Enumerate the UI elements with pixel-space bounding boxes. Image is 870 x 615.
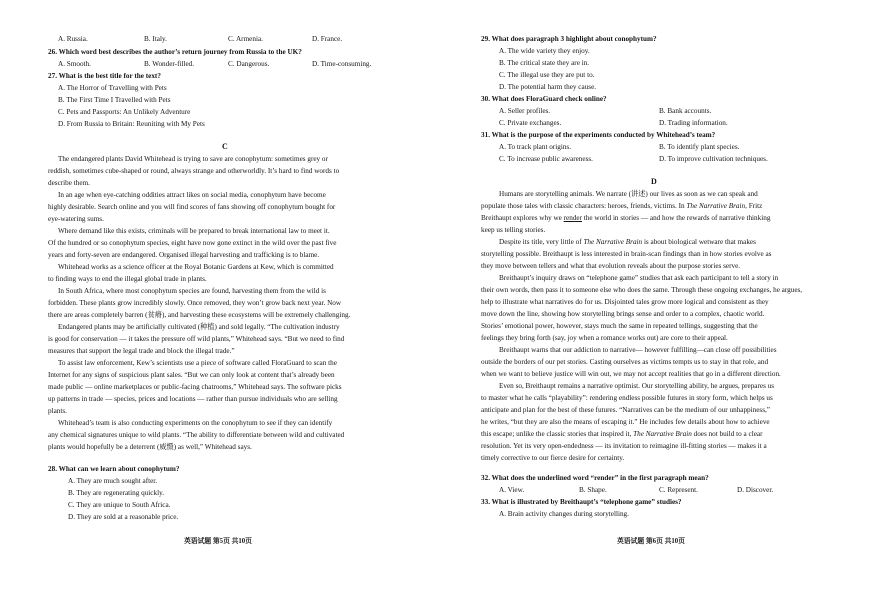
q29-option-b[interactable]: B. The critical state they are in. <box>499 59 590 67</box>
passage-c-line: describe them. <box>48 179 90 187</box>
q28-option-c[interactable]: C. They are unique to South Africa. <box>68 501 171 509</box>
passage-c-line: Endangered plants may be artificially cultivated (种植) and sold legally. “The cultivation industry <box>58 323 340 331</box>
passage-c-line: up patterns in trade — species, prices and locations — rather than pursue individuals who are selling <box>48 395 338 403</box>
q25-option-d[interactable]: D. France. <box>312 35 343 43</box>
q25-option-a[interactable]: A. Russia. <box>58 35 88 43</box>
passage-d-line: Breithaupt’s inquiry draws on “telephone game” studies that ask each participant to tell a story in <box>499 274 779 282</box>
q29-option-a[interactable]: A. The wide variety they enjoy. <box>499 47 590 55</box>
passage-c-line: reddish, sometimes cube-shaped or round, always strange and otherworldly. It’s hard to find words to <box>48 167 340 175</box>
page-footer: 英语试题 第5页 共10页 <box>184 538 252 545</box>
q26-option-b[interactable]: B. Wonder-filled. <box>144 60 195 68</box>
passage-c-line: any chemical signatures unique to wild plants. “The ability to differentiate between wild and cultivated <box>48 431 345 439</box>
passage-d-line: Breithaupt warns that our addiction to narrative— however fulfilling—can close off possibilities <box>499 346 777 354</box>
passage-d-text: the world in stories — and how the rewards of narrative thinking <box>582 214 771 222</box>
book-title: The Narrative Brain <box>633 430 692 438</box>
passage-d-text: , Fritz <box>745 202 763 210</box>
q32-option-a[interactable]: A. View. <box>499 486 525 494</box>
passage-c-line: In an age when eye-catching oddities attract likes on social media, conophytum have become <box>58 191 326 199</box>
q30-options-row-1 <box>481 107 827 116</box>
passage-d-line: Even so, Breithaupt remains a narrative optimist. Our storytelling ability, he argues, prepares us <box>499 382 775 390</box>
passage-d-text: populate those tales with classic characters: heroes, friends, victims. In <box>481 202 687 210</box>
passage-d-line: their own words, then pass it to someone else who does the same. Through these ongoing exchanges, he argues, <box>481 286 803 294</box>
q30-option-c[interactable]: C. Private exchanges. <box>499 119 562 127</box>
passage-c-line: years and forty-seven are endangered. Organised illegal harvesting and trafficking is to blame. <box>48 251 320 259</box>
section-d-heading: D <box>651 177 657 186</box>
q31-stem: 31. What is the purpose of the experiments conducted by Whitehead’s team? <box>481 131 716 139</box>
passage-d-text: Breithaupt explores why we <box>481 214 564 222</box>
passage-d-line: resolution. Yet its very open-endedness — its invitation to reimagine ill-fitting stories — makes it a <box>481 442 767 450</box>
q28-option-d[interactable]: D. They are sold at a reasonable price. <box>68 513 179 521</box>
q32-stem: 32. What does the underlined word “render” in the first paragraph mean? <box>481 474 709 482</box>
passage-c-line: Of the hundred or so conophytum species, eight have now gone extinct in the wild over the past five <box>48 239 337 247</box>
q33-option-a[interactable]: A. Brain activity changes during storytelling. <box>499 510 629 518</box>
q30-option-b[interactable]: B. Bank accounts. <box>659 107 712 115</box>
page-footer: 英语试题 第6页 共10页 <box>617 538 685 545</box>
left-page <box>48 0 404 615</box>
q27-option-d[interactable]: D. From Russia to Britain: Reuniting with My Pets <box>58 120 205 128</box>
passage-d-line: move down the line, showing how storytelling brings sense and order to a complex, chaotic world. <box>481 310 765 318</box>
passage-d-line <box>481 202 762 211</box>
q31-option-c[interactable]: C. To increase public awareness. <box>499 155 593 163</box>
q26-options <box>48 60 404 69</box>
q28-option-b[interactable]: B. They are regenerating quickly. <box>68 489 164 497</box>
q27-option-c[interactable]: C. Pets and Passports: An Unlikely Adventure <box>58 108 191 116</box>
q29-option-d[interactable]: D. The potential harm they cause. <box>499 83 597 91</box>
passage-d-line: they move between tellers and what that evolution reveals about the purpose stories serve. <box>481 262 741 270</box>
right-page <box>481 0 827 615</box>
passage-d-text: is about biological wetware that makes <box>642 238 756 246</box>
passage-c-line: Where demand like this exists, criminals will be prepared to break international law to meet it. <box>58 227 330 235</box>
q25-option-b[interactable]: B. Italy. <box>144 35 167 43</box>
passage-d-line: to master what he calls “playability”: rendering endless possible futures in story form, which helps us <box>481 394 773 402</box>
passage-d-text: Despite its title, very little of <box>499 238 584 246</box>
passage-c-line: plants would hopefully be a deterrent (威慑) as well,” Whitehead says. <box>48 443 252 451</box>
passage-d-line: anticipate and plan for the best of these futures. “Narratives can be the medium of our unhappiness,” <box>481 406 770 414</box>
book-title: The Narrative Brain <box>583 238 643 246</box>
q30-option-a[interactable]: A. Seller profiles. <box>499 107 551 115</box>
q28-stem: 28. What can we learn about conophytum? <box>48 465 180 473</box>
passage-c-line: forbidden. These plants grow incredibly slowly. Once removed, they won’t grow back next year. Now <box>48 299 342 307</box>
q30-options-row-2 <box>481 119 827 128</box>
passage-d-line: feelings they bring forth (say, joy when a romance works out) are core to their appeal. <box>481 334 728 342</box>
q29-stem: 29. What does paragraph 3 highlight about conophytum? <box>481 35 657 43</box>
passage-d-line: storytelling possible. Breithaupt is less interested in brain-scan findings than in how stories evolve as <box>481 250 772 258</box>
q27-option-a[interactable]: A. The Horror of Travelling with Pets <box>58 84 167 92</box>
q25-options <box>48 35 404 44</box>
q28-option-a[interactable]: A. They are much sought after. <box>68 477 158 485</box>
underlined-word-render: render <box>563 214 582 222</box>
passage-d-text: does not build to a clear <box>691 430 763 438</box>
passage-d-line: he writes, “but they are also the means of escaping it.” He includes few details about how to achieve <box>481 418 770 426</box>
q32-option-d[interactable]: D. Discover. <box>737 486 774 494</box>
passage-c-line: To assist law enforcement, Kew’s scientists use a piece of software called FloraGuard to scan the <box>58 359 337 367</box>
passage-d-line: when we want to believe justice will win out, we may not accept realities that go in a different direction. <box>481 370 781 378</box>
q30-stem: 30. What does FloraGuard check online? <box>481 95 607 103</box>
passage-d-line: keep us telling stories. <box>481 226 546 234</box>
passage-c-line: made public — online marketplaces or public-facing chatrooms,” Whitehead says. The software picks <box>48 383 342 391</box>
passage-d-line <box>481 430 762 439</box>
passage-d-line: Humans are storytelling animals. We narrate (讲述) our lives as soon as we can speak and <box>499 190 758 198</box>
passage-d-line <box>499 238 756 247</box>
passage-c-line: there are areas completely barren (贫瘠), and harvesting these ecosystems will be extremely challenging. <box>48 311 351 319</box>
passage-c-line: In South Africa, where most conophytum species are found, harvesting them from the wild is <box>58 287 326 295</box>
q26-option-d[interactable]: D. Time-consuming. <box>312 60 372 68</box>
passage-c-line: plants. <box>48 407 67 415</box>
q26-stem: 26. Which word best describes the author’s return journey from Russia to the UK? <box>48 48 302 56</box>
passage-c-line: The endangered plants David Whitehead is trying to save are conophytum: sometimes grey or <box>58 155 328 163</box>
q32-option-c[interactable]: C. Represent. <box>659 486 698 494</box>
q31-option-b[interactable]: B. To identify plant species. <box>659 143 740 151</box>
passage-d-line: Stories’ emotional power, however, stays much the same in repeated tellings, suggesting that the <box>481 322 758 330</box>
passage-c-line: to finding ways to end the illegal global trade in plants. <box>48 275 207 283</box>
passage-c-line: highly desirable. Search online and you will find scores of fans showing off conophytum bought for <box>48 203 336 211</box>
passage-c-line: is good for conservation — it takes the pressure off wild plants,” Whitehead says. “But we need to find <box>48 335 345 343</box>
passage-c-line: Internet for any signs of suspicious plant sales. “But we can only look at content that’s already been <box>48 371 335 379</box>
q32-options <box>481 486 827 495</box>
passage-c-line: eye-watering sums. <box>48 215 104 223</box>
book-title: The Narrative Brain <box>686 202 746 210</box>
passage-d-line <box>481 214 770 223</box>
q26-option-c[interactable]: C. Dangerous. <box>228 60 270 68</box>
passage-d-line: help to illustrate what narratives do for us. Disjointed tales grow more logical and consistent as they <box>481 298 769 306</box>
q32-option-b[interactable]: B. Shape. <box>579 486 607 494</box>
q31-option-d[interactable]: D. To improve cultivation techniques. <box>659 155 768 163</box>
q31-options-row-1 <box>481 143 827 152</box>
q33-stem: 33. What is illustrated by Breithaupt’s “telephone game” studies? <box>481 498 682 506</box>
q30-option-d[interactable]: D. Trading information. <box>659 119 728 127</box>
passage-c-line: Whitehead works as a science officer at the Royal Botanic Gardens at Kew, which is committed <box>58 263 334 271</box>
passage-c-line: Whitehead’s team is also conducting experiments on the conophytum to see if they can identify <box>58 419 333 427</box>
passage-d-text: this escape; unlike the classic stories that inspired it, <box>481 430 634 438</box>
q29-option-c[interactable]: C. The illegal use they are put to. <box>499 71 595 79</box>
q25-option-c[interactable]: C. Armenia. <box>228 35 263 43</box>
q27-option-b[interactable]: B. The First Time I Travelled with Pets <box>58 96 171 104</box>
section-c-heading: C <box>222 142 228 151</box>
q27-stem: 27. What is the best title for the text? <box>48 72 161 80</box>
q31-options-row-2 <box>481 155 827 164</box>
passage-c-line: measures that support the legal trade and block the illegal trade.” <box>48 347 235 355</box>
passage-d-line: outside the borders of our pet stories. Casting ourselves as victims tempts us to stay in that role, and <box>481 358 769 366</box>
q26-option-a[interactable]: A. Smooth. <box>58 60 91 68</box>
q31-option-a[interactable]: A. To track plant origins. <box>499 143 572 151</box>
passage-d-line: timely corrective to our fierce desire for certainty. <box>481 454 625 462</box>
